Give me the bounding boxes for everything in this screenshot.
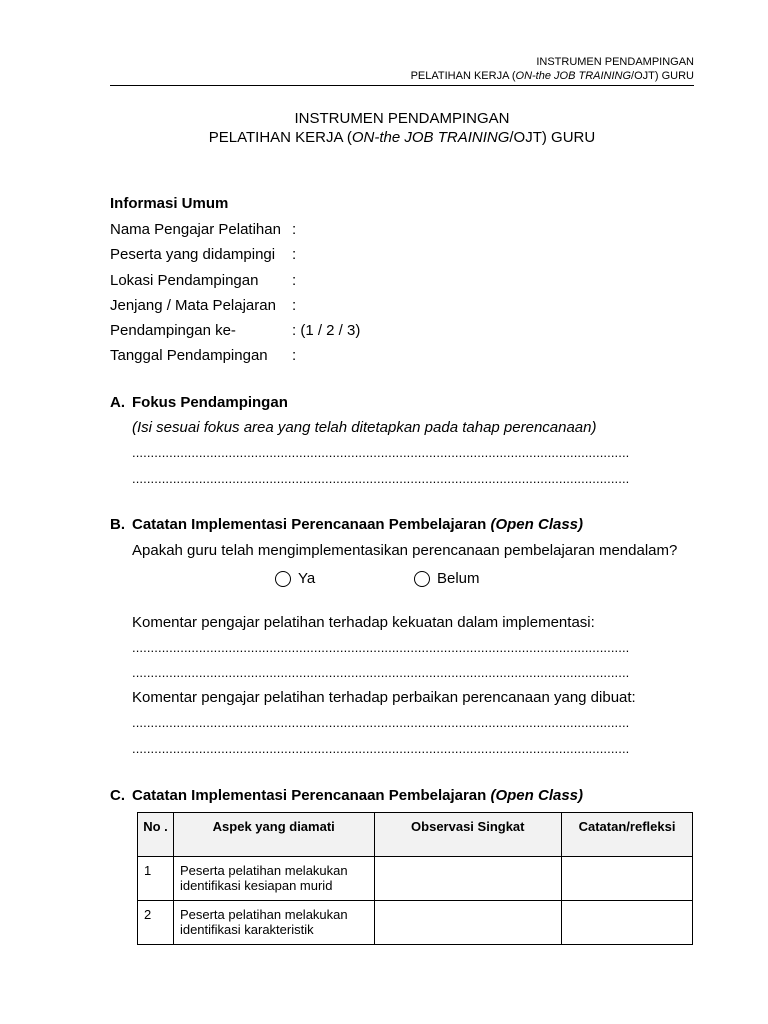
info-value[interactable]: : <box>292 347 297 364</box>
info-label: Peserta yang didampingi <box>110 246 276 263</box>
section-b-heading: B. Catatan Implementasi Perencanaan Pembelajaran (Open Class) <box>110 516 584 533</box>
info-value[interactable]: : (1 / 2 / 3) <box>292 322 361 339</box>
info-label: Tanggal Pendampingan <box>110 347 268 364</box>
section-b-question: Apakah guru telah mengimplementasikan perencanaan pembelajaran mendalam? <box>132 542 678 559</box>
cell-catatan[interactable] <box>562 901 693 945</box>
col-header-no: No . <box>138 813 174 857</box>
header-divider <box>110 85 694 86</box>
section-b-comment-strength-label: Komentar pengajar pelatihan terhadap kekuatan dalam implementasi: <box>132 614 595 631</box>
radio-circle-icon[interactable] <box>414 571 430 587</box>
table-header-row <box>138 813 693 857</box>
section-c-heading: C. Catatan Implementasi Perencanaan Pembelajaran (Open Class) <box>110 787 584 804</box>
section-a-fill-line-1[interactable]: ...................................................................................................................................... <box>132 446 630 460</box>
observation-table <box>137 812 693 945</box>
section-a-instruction: (Isi sesuai fokus area yang telah ditetapkan pada tahap perencanaan) <box>132 419 597 436</box>
radio-circle-icon[interactable] <box>275 571 291 587</box>
section-b-strength-fill-line-1[interactable]: ...................................................................................................................................... <box>132 641 630 655</box>
section-a-fill-line-2[interactable]: ...................................................................................................................................... <box>132 472 630 486</box>
section-a-heading: A. Fokus Pendampingan <box>110 394 288 411</box>
col-header-catatan: Catatan/refleksi <box>562 813 693 857</box>
cell-aspek: Peserta pelatihan melakukan identifikasi karakteristik <box>173 901 374 945</box>
info-row-lokasi <box>110 271 296 290</box>
document-title-line1: INSTRUMEN PENDAMPINGAN <box>294 110 510 127</box>
info-value[interactable]: : <box>292 272 297 289</box>
radio-label: Ya <box>298 570 316 587</box>
info-row-jenjang <box>110 296 296 315</box>
info-label: Nama Pengajar Pelatihan <box>110 221 281 238</box>
info-value[interactable]: : <box>292 297 297 314</box>
radio-label: Belum <box>437 570 480 587</box>
cell-catatan[interactable] <box>562 857 693 901</box>
col-header-observasi: Observasi Singkat <box>374 813 562 857</box>
cell-no: 2 <box>138 901 174 945</box>
running-header-line2: PELATIHAN KERJA (ON-the JOB TRAINING/OJT) GURU <box>410 70 694 82</box>
info-heading: Informasi Umum <box>110 195 229 212</box>
document-title <box>110 109 694 147</box>
cell-observasi[interactable] <box>374 901 562 945</box>
info-value[interactable]: : <box>292 221 297 238</box>
info-label: Pendampingan ke- <box>110 322 236 339</box>
info-row-tanggal <box>110 346 296 365</box>
cell-no: 1 <box>138 857 174 901</box>
section-b-strength-fill-line-2[interactable]: ...................................................................................................................................... <box>132 666 630 680</box>
info-row-peserta <box>110 245 296 264</box>
running-header <box>110 55 694 83</box>
radio-option-ya[interactable] <box>275 569 315 588</box>
section-b-improvement-fill-line-2[interactable]: ...................................................................................................................................... <box>132 742 630 756</box>
cell-aspek: Peserta pelatihan melakukan identifikasi kesiapan murid <box>173 857 374 901</box>
section-b-comment-improvement-label: Komentar pengajar pelatihan terhadap perbaikan perencanaan yang dibuat: <box>132 689 636 706</box>
info-row-pendampingan-ke <box>110 321 360 340</box>
table-row <box>138 901 693 945</box>
info-label: Jenjang / Mata Pelajaran <box>110 297 276 314</box>
col-header-aspek: Aspek yang diamati <box>173 813 374 857</box>
info-label: Lokasi Pendampingan <box>110 272 259 289</box>
table-row <box>138 857 693 901</box>
document-title-line2: PELATIHAN KERJA (ON-the JOB TRAINING/OJT) GURU <box>208 129 596 146</box>
radio-option-belum[interactable] <box>414 569 480 588</box>
info-value[interactable]: : <box>292 246 297 263</box>
running-header-line1: INSTRUMEN PENDAMPINGAN <box>536 56 694 68</box>
section-b-improvement-fill-line-1[interactable]: ...................................................................................................................................... <box>132 716 630 730</box>
cell-observasi[interactable] <box>374 857 562 901</box>
info-row-nama-pengajar <box>110 220 296 239</box>
